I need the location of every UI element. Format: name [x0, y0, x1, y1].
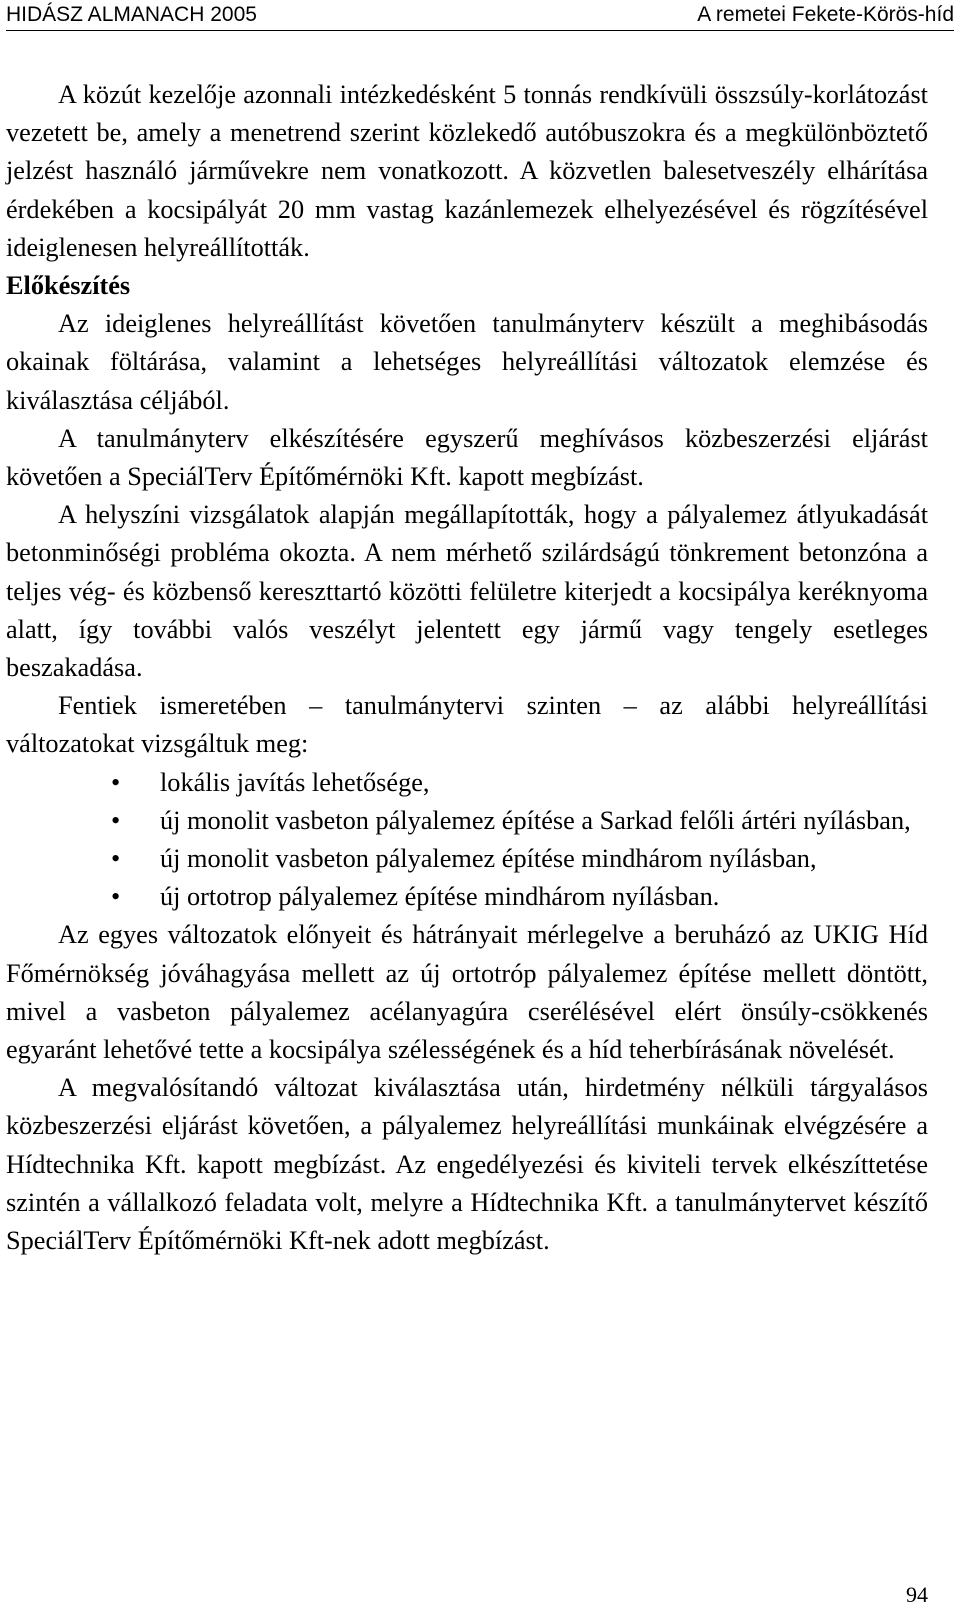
bullet-icon: •	[111, 805, 121, 835]
running-header	[6, 0, 954, 31]
paragraph: Fentiek ismeretében – tanulmánytervi szinten – az alábbi helyreállítási változatokat vizsgáltuk meg:	[6, 691, 928, 759]
paragraph: A helyszíni vizsgálatok alapján megállapították, hogy a pályalemez átlyukadását betonminőségi probléma okozta. A nem mérhető szilárdságú tönkrement betonzóna a teljes vég- és közbenső kereszttartó közötti felületre kiterjedt a kocsipálya keréknyoma alatt, így további valós veszélyt jelentett egy jármű vagy tengely esetleges beszakadása.	[6, 500, 928, 683]
section-heading: Előkészítés	[6, 271, 131, 301]
paragraph: Az egyes változatok előnyeit és hátrányait mérlegelve a beruházó az UKIG Híd Főmérnökség jóváhagyása mellett az új ortotróp pályalemez építése mellett döntött, mivel a vasbeton pályalemez acélanyagúra cserélésével elért önsúly-csökkenés egyaránt lehetővé tette a kocsipálya szélességének és a híd teherbírásának növelését.	[6, 920, 928, 1065]
page-number: 94	[906, 1582, 928, 1607]
list-item	[6, 802, 928, 840]
variant-list	[6, 764, 928, 917]
list-item-text: új monolit vasbeton pályalemez építése mindhárom nyílásban,	[160, 844, 817, 874]
list-item	[6, 878, 928, 916]
bullet-icon: •	[111, 844, 121, 874]
paragraph: A megvalósítandó változat kiválasztása után, hirdetmény nélküli tárgyalásos közbeszerzési eljárást követően, a pályalemez helyreállítási munkáinak elvégzésére a Hídtechnika Kft. kapott megbízást. Az engedélyezési és kiviteli tervek elkészíttetése szintén a vállalkozó feladata volt, melyre a Hídtechnika Kft. a tanulmánytervet készítő SpeciálTerv Építőmérnöki Kft-nek adott megbízást.	[6, 1073, 928, 1256]
bullet-icon: •	[111, 767, 121, 797]
list-item-text: új ortotrop pályalemez építése mindhárom nyílásban.	[160, 882, 720, 912]
paragraph: A tanulmányterv elkészítésére egyszerű meghívásos közbeszerzési eljárást követően a SpeciálTerv Építőmérnöki Kft. kapott megbízást.	[6, 423, 928, 492]
list-item-text: új monolit vasbeton pályalemez építése a Sarkad felőli ártéri nyílásban,	[160, 805, 911, 835]
bullet-icon: •	[111, 882, 121, 912]
article-body	[6, 76, 928, 1260]
header-article-title: A remetei Fekete-Körös-híd	[697, 3, 954, 26]
header-journal-title: HIDÁSZ ALMANACH 2005	[6, 3, 257, 26]
paragraph: Az ideiglenes helyreállítást követően tanulmányterv készült a meghibásodás okainak föltárása, valamint a lehetséges helyreállítási változatok elemzése és kiválasztása céljából.	[6, 309, 928, 415]
list-item-text: lokális javítás lehetősége,	[160, 767, 430, 797]
list-item	[6, 840, 928, 878]
list-item	[6, 764, 928, 802]
paragraph-intro: A közút kezelője azonnali intézkedésként 5 tonnás rendkívüli összsúly-korlátozást vezetett be, amely a menetrend szerint közlekedő autóbuszokra és a megkülönböztető jelzést használó járművekre nem vonatkozott. A közvetlen balesetveszély elhárítása érdekében a kocsipályát 20 mm vastag kazánlemezek elhelyezésével és rögzítésével ideiglenesen helyreállították.	[6, 80, 928, 262]
